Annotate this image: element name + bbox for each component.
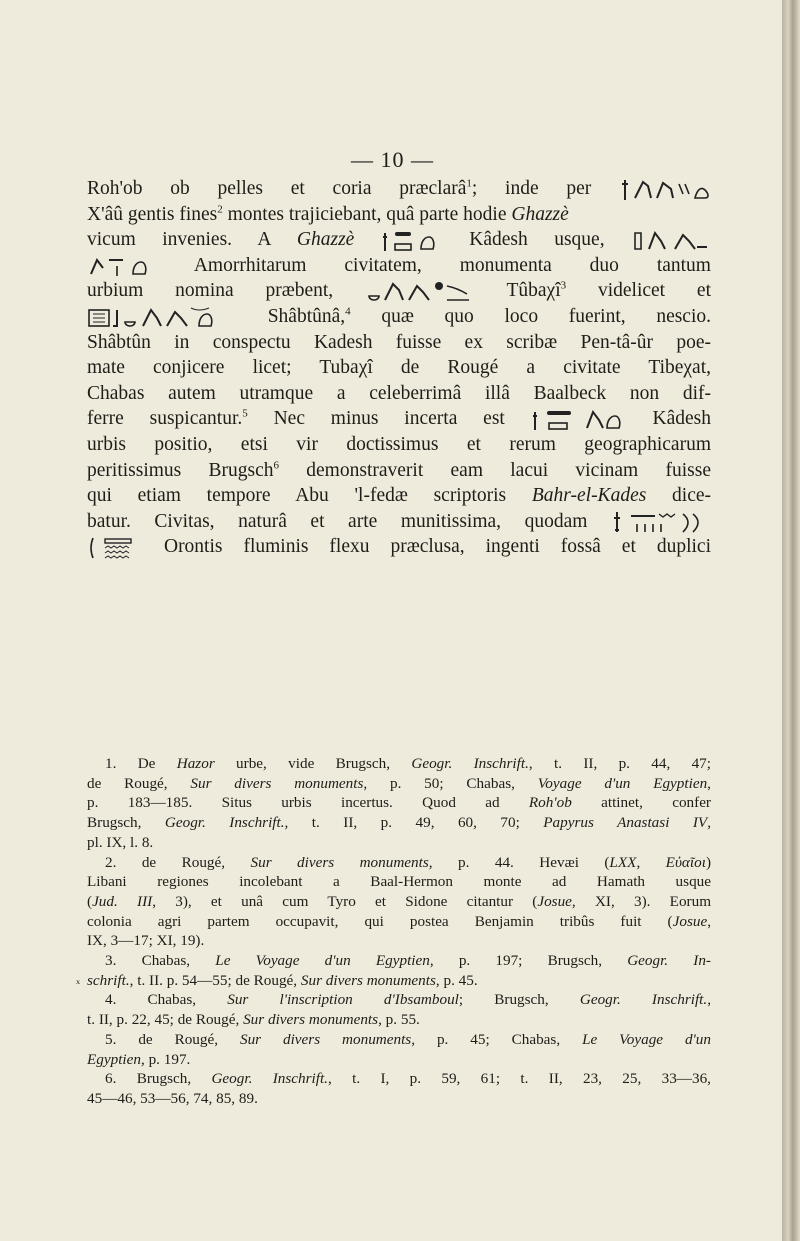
text-line: Roh'ob ob pelles et coria præclarâ$^1$; inde per <box>87 176 711 202</box>
footnote <box>87 990 711 1029</box>
footnote-line: pl. IX, l. 8. <box>87 833 154 851</box>
footnote-line: 6. Brugsch, Geogr. Inschrift., t. I, p. 59, 61; t. II, 23, 25, 33—36, <box>105 1070 711 1088</box>
hieroglyph-group <box>87 536 143 560</box>
footnote-line: colonia agri partem occupavit, qui postea Benjamin tribûs fuit (Josue, <box>87 912 711 930</box>
footnote-line: de Rougé, Sur divers monuments, p. 50; Chabas, Voyage d'un Egyptien, <box>87 774 711 792</box>
footnote <box>87 853 711 952</box>
footnote <box>87 1069 711 1108</box>
text-line: Chabas autem utramque a celeberrimâ illâ Baalbeck non dif- <box>87 382 711 404</box>
hieroglyph-group <box>619 178 711 202</box>
hieroglyph-group <box>611 510 711 534</box>
text-line: Shâbtûnâ,$^4$ quæ quo loco fuerint, nescio. <box>87 304 711 330</box>
page-edge <box>782 0 800 1241</box>
footnote-line: Egyptien, p. 197. <box>87 1050 191 1068</box>
hieroglyph-group <box>87 306 237 330</box>
hieroglyph-group <box>631 229 711 253</box>
text-line: Orontis fluminis flexu præclusa, ingenti fossâ et duplici <box>87 534 711 560</box>
footnote-line: p. 183—185. Situs urbis incertus. Quod ad Roh'ob attinet, confer <box>87 794 711 812</box>
main-text <box>87 176 711 560</box>
footnote-line: schrift., t. II. p. 54—55; de Rougé, Sur divers monuments, p. 45. <box>87 971 478 989</box>
footnote-line: Libani regiones incolebant a Baal-Hermon monte ad Hamath usque <box>87 873 711 891</box>
footnote <box>87 754 711 853</box>
footnote-line: IX, 3—17; XI, 19). <box>87 932 205 950</box>
hieroglyph-group <box>365 280 475 304</box>
text-line: Shâbtûn in conspectu Kadesh fuisse ex scribæ Pen-tâ-ûr poe- <box>87 331 711 353</box>
text-line: peritissimus Brugsch$^6$ demonstraverit eam lacui vicinam fuisse <box>87 459 711 481</box>
text-line: batur. Civitas, naturâ et arte munitissima, quodam <box>87 509 711 535</box>
footnote-line: 2. de Rougé, Sur divers monuments, p. 44. Hevæi (LXX, Εὐαῖοι) <box>105 853 711 871</box>
text-line: urbium nomina præbent, Tûbaχî$^3$ videlicet et <box>87 278 711 304</box>
text-line: Amorrhitarum civitatem, monumenta duo tantum <box>87 253 711 279</box>
footnote-line: 45—46, 53—56, 74, 85, 89. <box>87 1089 258 1107</box>
footnote-line: Brugsch, Geogr. Inschrift., t. II, p. 49, 60, 70; Papyrus Anastasi IV, <box>87 814 711 832</box>
text-line: mate conjicere licet; Tubaχî de Rougé a civitate Tibeχat, <box>87 357 711 379</box>
footnote-line: 5. de Rougé, Sur divers monuments, p. 45; Chabas, Le Voyage d'un <box>105 1030 711 1048</box>
text-line: vicum invenies. A Ghazzè Kâdesh usque, <box>87 227 711 253</box>
stray-mark: ₓ <box>76 972 81 987</box>
hieroglyph-group <box>531 408 627 432</box>
footnote <box>87 951 711 990</box>
footnote <box>87 1030 711 1069</box>
footnote-line: 3. Chabas, Le Voyage d'un Egyptien, p. 197; Brugsch, Geogr. In- <box>105 952 711 970</box>
text-line: qui etiam tempore Abu 'l-fedæ scriptoris Bahr-el-Kades dice- <box>87 485 711 507</box>
hieroglyph-group <box>381 229 443 253</box>
text-line: X'âû gentis fines$^2$ montes trajiciebant, quâ parte hodie Ghazzè <box>87 203 569 225</box>
footnote-line: (Jud. III, 3), et unâ cum Tyro et Sidone citantur (Josue, XI, 3). Eorum <box>87 892 711 910</box>
hieroglyph-group <box>87 254 157 278</box>
page-number: — 10 — <box>351 147 434 172</box>
footnotes <box>87 754 711 1109</box>
text-line: urbis positio, etsi vir doctissimus et rerum geographicarum <box>87 433 711 455</box>
text-line: ferre suspicantur.$^5$ Nec minus incerta est Kâdesh <box>87 406 711 432</box>
footnote-line: 4. Chabas, Sur l'inscription d'Ibsamboul; Brugsch, Geogr. Inschrift., <box>105 991 711 1009</box>
footnote-line: 1. De Hazor urbe, vide Brugsch, Geogr. Inschrift., t. II, p. 44, 47; <box>105 755 711 772</box>
footnote-line: t. II, p. 22, 45; de Rougé, Sur divers monuments, p. 55. <box>87 1011 420 1029</box>
